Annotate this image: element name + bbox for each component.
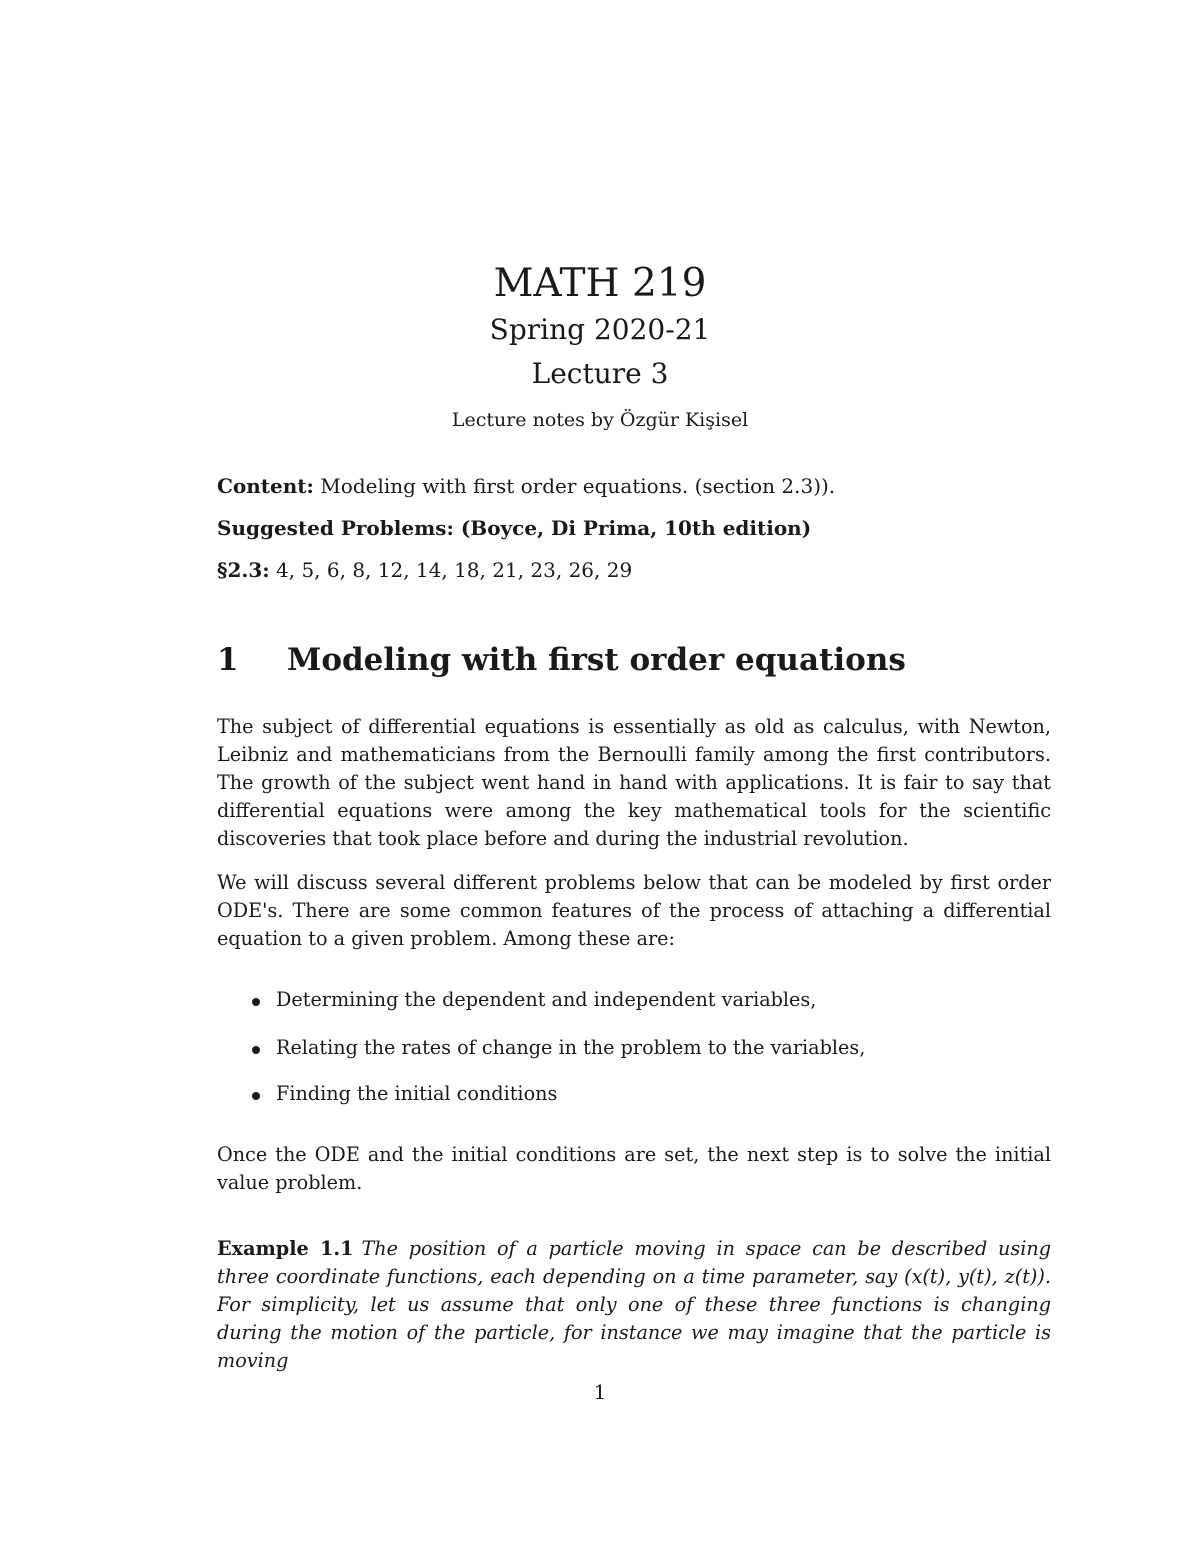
section-title: Modeling with first order equations <box>287 642 906 678</box>
list-item-text: Finding the initial conditions <box>276 1082 558 1105</box>
content-label: Content: <box>217 474 314 498</box>
bullet-icon <box>252 998 260 1006</box>
page-number: 1 <box>593 1380 607 1404</box>
features-paragraph: We will discuss several different problems below that can be modeled by first order ODE's. There are some common features of the process of attaching a differential equation to a given problem. Among these are: <box>217 871 1051 950</box>
term-subtitle: Spring 2020-21 <box>489 313 711 346</box>
example-label: Example 1.1 <box>217 1237 354 1260</box>
list-item <box>252 1080 557 1108</box>
content-text: Modeling with first order equations. (section 2.3)). <box>320 474 836 498</box>
list-item-text: Relating the rates of change in the problem to the variables, <box>276 1036 866 1059</box>
lecture-number: Lecture 3 <box>531 357 669 390</box>
next-step-paragraph: Once the ODE and the initial conditions are set, the next step is to solve the initial value problem. <box>217 1143 1051 1194</box>
section-problems-line <box>217 556 632 584</box>
content-line <box>217 472 835 500</box>
author-line: Lecture notes by Özgür Kişisel <box>451 409 749 431</box>
bullet-icon <box>252 1046 260 1054</box>
section-heading <box>217 638 906 682</box>
section-number: 1 <box>217 642 239 678</box>
section-problems-list: 4, 5, 6, 8, 12, 14, 18, 21, 23, 26, 29 <box>276 558 633 582</box>
list-item-text: Determining the dependent and independent variables, <box>276 988 817 1011</box>
page-title: MATH 219 <box>493 261 707 306</box>
problems-label: Suggested Problems: <box>217 516 454 540</box>
example-text: The position of a particle moving in space can be described using three coordinate functions, each depending on a time parameter, say (x(t), y(t), z(t)). For simplicity, let us assume that only one of these three functions is changing during the motion of the particle, for instance we may imagine that the particle is moving <box>217 1237 1051 1372</box>
example-block <box>217 1235 1051 1375</box>
section-problems-label: §2.3: <box>217 558 270 582</box>
intro-paragraph: The subject of differential equations is essentially as old as calculus, with Newton, Leibniz and mathematicians from the Bernoulli family among the first contributors. The growth of the subject went hand in hand with applications. It is fair to say that differential equations were among the key mathematical tools for the scientific discoveries that took place before and during the industrial revolution. <box>217 715 1051 850</box>
problems-source: (Boyce, Di Prima, 10th edition) <box>460 516 812 540</box>
bullet-icon <box>252 1092 260 1100</box>
list-item <box>252 986 816 1014</box>
suggested-problems-line <box>217 514 811 542</box>
list-item <box>252 1034 865 1062</box>
